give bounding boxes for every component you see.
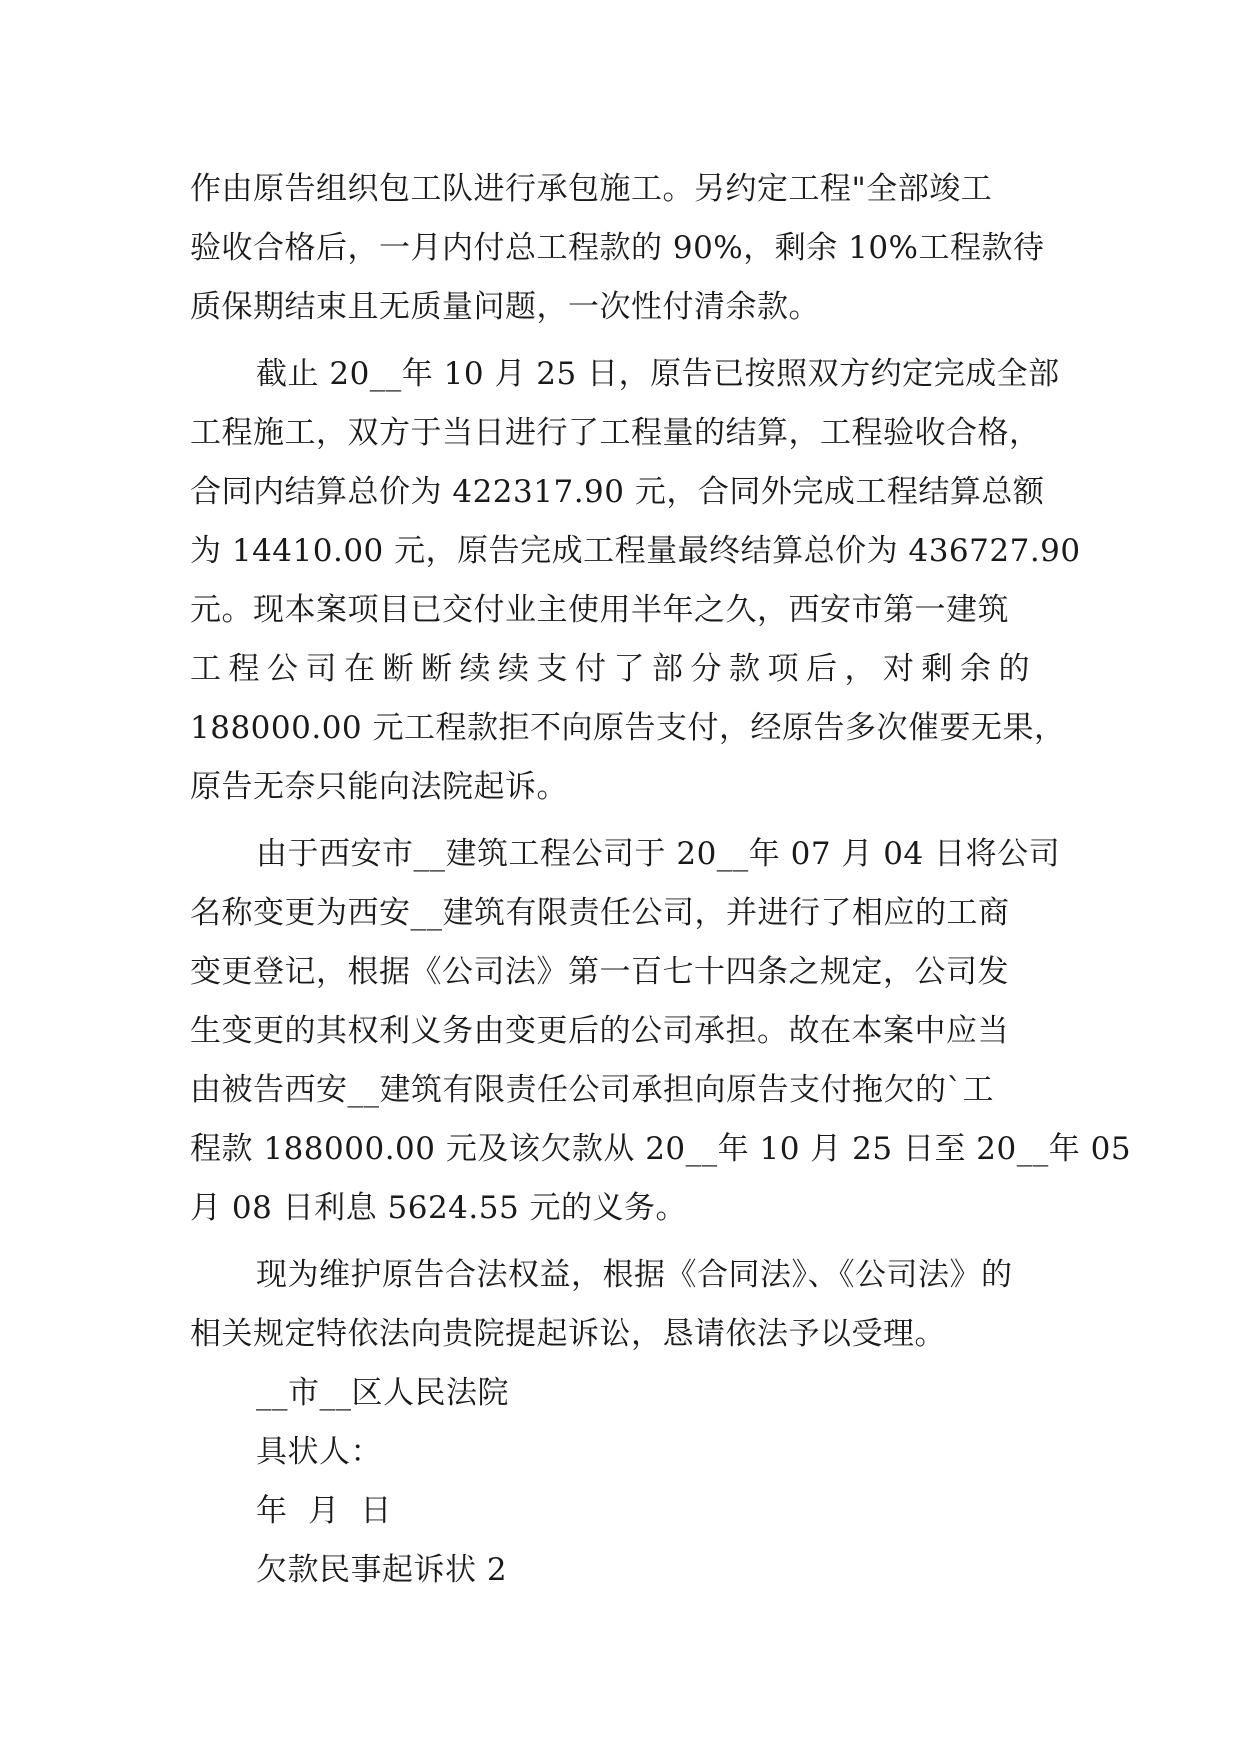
- text-line: 188000.00 元工程款拒不向原告支付，经原告多次催要无果，: [190, 710, 1066, 746]
- text-line: 月 08 日利息 5624.55 元的义务。: [190, 1190, 688, 1226]
- text-line: 原告无奈只能向法院起诉。: [190, 769, 568, 805]
- text-line: 现为维护原告合法权益，根据《合同法》、《公司法》的: [256, 1257, 1013, 1293]
- text-line: 程款 188000.00 元及该欠款从 20__年 10 月 25 日至 20__年 05: [190, 1131, 1132, 1167]
- court-name: __市__区人民法院: [256, 1375, 509, 1411]
- signer-label: 具状人：: [256, 1434, 382, 1470]
- paragraph-company-change: [190, 825, 1132, 1238]
- document-body: [190, 160, 1132, 1600]
- text-line: 验收合格后，一月内付总工程款的 90%，剩余 10%工程款待: [190, 230, 1045, 266]
- text-line: 合同内结算总价为 422317.90 元，合同外完成工程结算总额: [190, 474, 1045, 510]
- text-line: 工程公司在断断续续支付了部分款项后，对剩余的: [190, 651, 1037, 687]
- next-document-title: 欠款民事起诉状 2: [256, 1552, 508, 1588]
- text-line: 相关规定特依法向贵院提起诉讼，恳请依法予以受理。: [190, 1316, 946, 1352]
- text-line: 变更登记，根据《公司法》第一百七十四条之规定，公司发: [190, 954, 1009, 990]
- text-line: 由于西安市__建筑工程公司于 20__年 07 月 04 日将公司: [256, 836, 1061, 872]
- text-line: 作由原告组织包工队进行承包施工。另约定工程"全部竣工: [190, 171, 993, 207]
- text-line: 元。现本案项目已交付业主使用半年之久，西安市第一建筑: [190, 592, 1009, 628]
- text-line: 名称变更为西安__建筑有限责任公司，并进行了相应的工商: [190, 895, 1010, 931]
- text-line: 质保期结束且无质量问题，一次性付清余款。: [190, 289, 820, 325]
- text-line: 为 14410.00 元，原告完成工程量最终结算总价为 436727.90: [190, 533, 1081, 569]
- date-line: 年 月 日: [256, 1493, 392, 1529]
- text-line: 截止 20__年 10 月 25 日，原告已按照双方约定完成全部: [256, 356, 1060, 392]
- paragraph-contract-terms: [190, 160, 1050, 337]
- paragraph-request: [190, 1246, 1050, 1364]
- text-line: 生变更的其权利义务由变更后的公司承担。故在本案中应当: [190, 1013, 1009, 1049]
- text-line: 由被告西安__建筑有限责任公司承担向原告支付拖欠的`工: [190, 1072, 994, 1108]
- paragraph-settlement: [190, 345, 1081, 817]
- text-line: 工程施工，双方于当日进行了工程量的结算，工程验收合格，: [190, 415, 1041, 451]
